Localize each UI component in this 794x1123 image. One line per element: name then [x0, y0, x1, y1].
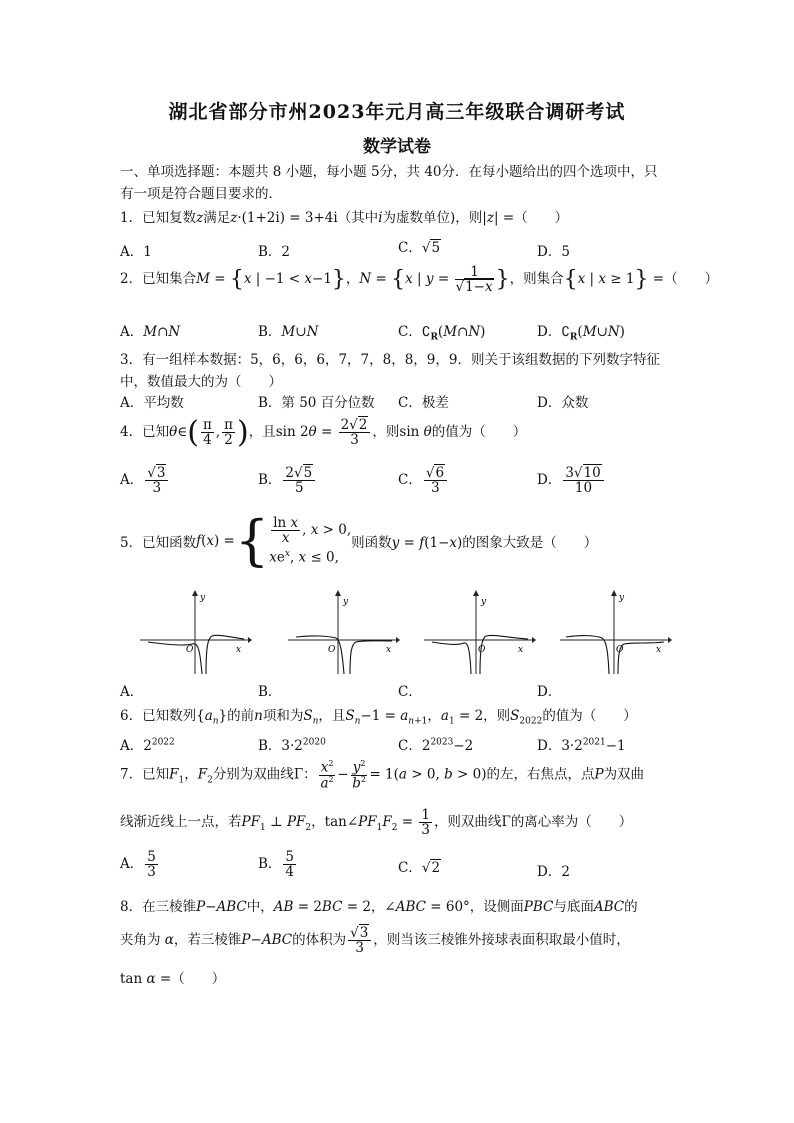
question-3-line2: 中，数值最大的为（ ） [120, 374, 282, 390]
q5-option-c[interactable]: C． [398, 684, 422, 700]
svg-text:x: x [236, 645, 242, 655]
svg-text:y: y [200, 593, 206, 603]
question-2-stem: 2．已知集合M = {x | −1 < x−1}，N = {x | y = $\frac{1}{√1-x}$ }，则集合{x | x ≥ 1} =（ ） [120, 264, 719, 296]
svg-text:O: O [478, 645, 486, 655]
q1-option-d[interactable]: D．5 [537, 244, 570, 260]
section-heading-line1: 一、单项选择题：本题共 8 小题，每小题 5分，共 40分．在每小题给出的四个选项中，只 [120, 164, 658, 180]
q3-option-a[interactable]: A．平均数 [120, 395, 184, 411]
svg-text:O: O [616, 645, 624, 655]
q1-text-e: （ ） [514, 210, 569, 226]
svg-text:x: x [386, 645, 392, 655]
svg-text:O: O [328, 645, 336, 655]
question-1-stem: 1．已知复数z满足z·(1+2i) = 3+4i（其中i为虚数单位)，则|z| =（ ） [120, 210, 569, 226]
q5-option-b[interactable]: B． [258, 684, 282, 700]
question-7-line1: 7．已知$F_1$，$F_2$分别为双曲线Γ： $\frac{x^2}{a^2}$ − $\frac{y^2}{b^2}$ = 1(a > 0, b > 0)的左，右焦点，点P为双曲 [120, 759, 645, 792]
q4-option-d[interactable]: D． $\frac{3√10}{10}$ [537, 466, 606, 495]
svg-text:y: y [481, 597, 487, 607]
page-subtitle: 数学试卷 [363, 137, 431, 157]
q6-option-c[interactable]: C．$2^{2023}-2$ [398, 737, 474, 754]
page-title: 湖北省部分市州2023年元月高三年级联合调研考试 [168, 101, 626, 123]
q1-option-a[interactable]: A．1 [120, 244, 152, 260]
svg-text:O: O [186, 645, 194, 655]
q1-option-c[interactable]: C．√5 [398, 240, 441, 256]
q3-option-d[interactable]: D．众数 [537, 395, 589, 411]
question-8-line3: tan α =（ ） [120, 971, 226, 987]
q7-option-b[interactable]: B． $\frac{5}{4}$ [258, 849, 295, 881]
svg-text:y: y [619, 593, 625, 603]
question-5-stem: 5．已知函数f(x) ={ $\frac{\text{ln x}}{x}$ , x > 0, $xe^x$, x ≤ 0, 则函数y = f(1−x)的图象大致是（ ） [120, 509, 598, 572]
q6-option-d[interactable]: D．$3\cdot 2^{2021}-1$ [537, 737, 626, 754]
q6-option-b[interactable]: B．$3\cdot 2^{2020}$ [258, 737, 326, 754]
svg-text:x: x [518, 645, 524, 655]
question-8-line2: 夹角为 α，若三棱锥P−ABC的体积为 $\frac{√3}{3}$ ，则当该三棱锥外接球表面积取最小值时， [120, 925, 630, 957]
q1-text-c: （其中 [337, 210, 379, 226]
svg-text:x: x [656, 645, 662, 655]
q5-option-a[interactable]: A． [120, 684, 144, 700]
question-8-line1: 8．在三棱锥P−ABC中，AB = 2BC = 2，∠ABC = 60°，设侧面PBC与底面ABC的 [120, 899, 638, 915]
q2-option-b[interactable]: B．M∪N [258, 324, 319, 340]
question-4-stem: 4．已知θ∈( $\frac{\pi}{4}$ , $\frac{\pi}{2}$ )，且sin 2θ = $\frac{2√2}{3}$ ，则sin θ的值为（ ） [120, 415, 527, 450]
question-3-line1: 3．有一组样本数据：5，6，6，6，7，7，8，8，9，9．则关于该组数据的下列数字特征 [120, 352, 660, 368]
q2-option-c[interactable]: C．$∁_R(M\cap N)$ [398, 324, 486, 343]
q1-text-d: 为虚数单位)，则 [382, 210, 483, 226]
q7-option-a[interactable]: A． $\frac{5}{3}$ [120, 849, 156, 881]
question-7-line2: 线渐近线上一点，若$PF_1$ ⊥ $PF_2$，$\tan\angle PF_1F_2$ = $\frac{1}{3}$ ，则双曲线Γ的离心率为（ ） [120, 807, 633, 839]
q5-graph-c [424, 590, 536, 676]
q5-graph-b [288, 590, 400, 676]
q6-option-a[interactable]: A．$2^{2022}$ [120, 737, 175, 754]
question-6-stem: 6．已知数列$\{a_n\}$的前n项和为$S_n$，且$S_n-1 = a_{n+1}$，$a_1 = 2$，则$S_{2022}$的值为（ ） [120, 708, 637, 727]
section-heading-line2: 有一项是符合题目要求的． [120, 186, 282, 202]
q2-option-a[interactable]: A．M∩N [120, 324, 181, 340]
q4-option-b[interactable]: B． $\frac{2√5}{5}$ [258, 466, 317, 495]
q1-option-b[interactable]: B．2 [258, 244, 291, 260]
q7-option-c[interactable]: C．√2 [398, 860, 441, 876]
q5-option-d[interactable]: D． [537, 684, 562, 700]
q1-text-a: 1．已知复数 [120, 210, 197, 226]
q5-graph-a [140, 590, 252, 676]
q1-text-b: 满足 [203, 210, 231, 226]
q7-option-d[interactable]: D．2 [537, 864, 570, 880]
svg-text:y: y [343, 597, 349, 607]
q5-graph-d [560, 590, 672, 676]
q2-option-d[interactable]: D．$∁_R(M\cup N)$ [537, 324, 625, 343]
q3-option-b[interactable]: B．第 50 百分位数 [258, 395, 375, 411]
q4-option-c[interactable]: C． $\frac{√6}{3}$ [398, 466, 449, 495]
q4-option-a[interactable]: A． $\frac{√3}{3}$ [120, 466, 170, 495]
q3-option-c[interactable]: C．极差 [398, 395, 449, 411]
